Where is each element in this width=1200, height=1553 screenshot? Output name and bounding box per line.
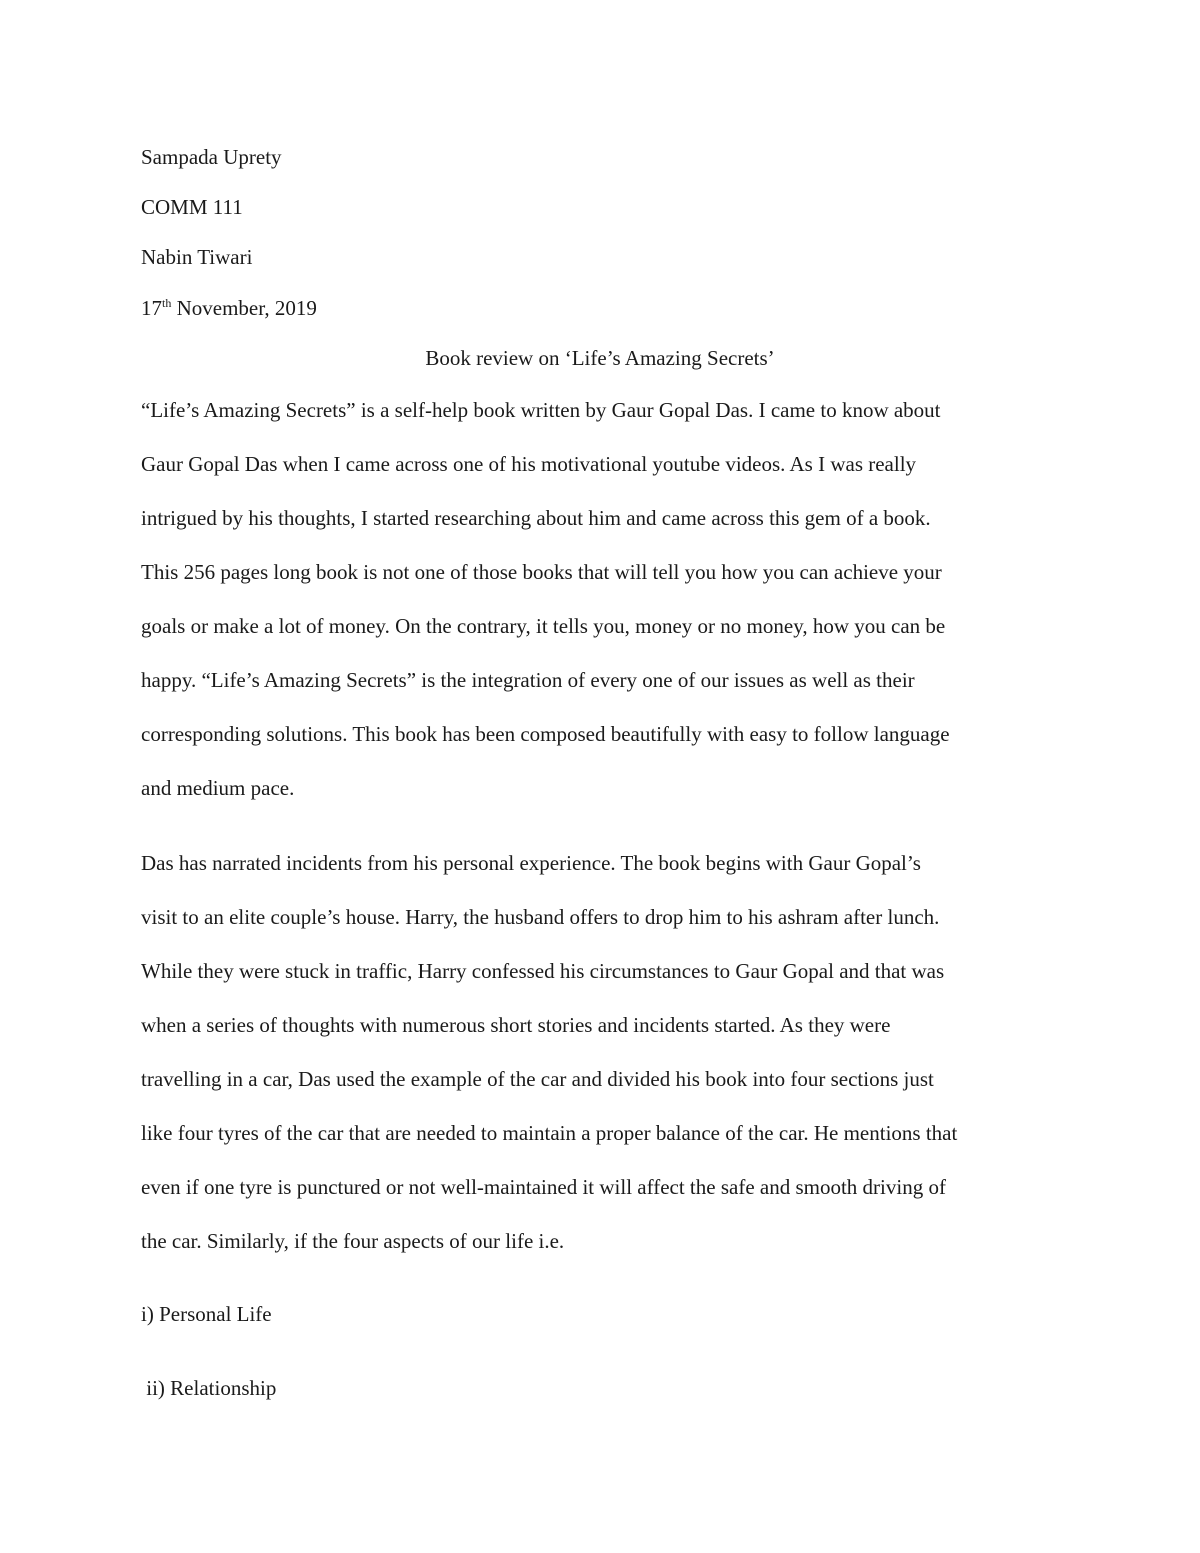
document-title: Book review on ‘Life’s Amazing Secrets’ — [425, 346, 775, 370]
paragraph-line: happy. “Life’s Amazing Secrets” is the integration of every one of our issues as well as their — [141, 668, 915, 692]
paragraph-line: goals or make a lot of money. On the contrary, it tells you, money or no money, how you can be — [141, 614, 946, 638]
course-code: COMM 111 — [141, 195, 243, 219]
list-item-personal-life: i) Personal Life — [141, 1302, 272, 1326]
paragraph-line: and medium pace. — [141, 776, 295, 800]
paragraph-line: While they were stuck in traffic, Harry confessed his circumstances to Gaur Gopal and that was — [141, 959, 945, 983]
submission-date — [141, 296, 317, 320]
paragraph-line: Das has narrated incidents from his personal experience. The book begins with Gaur Gopal’s — [141, 851, 921, 875]
paragraph-line: corresponding solutions. This book has been composed beautifully with easy to follow language — [141, 722, 950, 746]
paragraph-line: travelling in a car, Das used the example of the car and divided his book into four sections just — [141, 1067, 934, 1091]
paragraph-line: visit to an elite couple’s house. Harry, the husband offers to drop him to his ashram after lunch. — [141, 905, 940, 929]
paragraph-line: even if one tyre is punctured or not well-maintained it will affect the safe and smooth driving of — [141, 1175, 946, 1199]
date-day: 17 — [141, 296, 162, 320]
paragraph-line: intrigued by his thoughts, I started researching about him and came across this gem of a book. — [141, 506, 931, 530]
list-item-relationship: ii) Relationship — [141, 1376, 277, 1400]
paragraph-line: when a series of thoughts with numerous short stories and incidents started. As they were — [141, 1013, 891, 1037]
date-month-year: November, 2019 — [171, 296, 317, 320]
date-suffix: th — [162, 296, 172, 310]
paragraph-line: This 256 pages long book is not one of those books that will tell you how you can achieve your — [141, 560, 942, 584]
instructor-name: Nabin Tiwari — [141, 245, 253, 269]
author-name: Sampada Uprety — [141, 145, 282, 169]
paragraph-line: “Life’s Amazing Secrets” is a self-help book written by Gaur Gopal Das. I came to know about — [141, 398, 941, 422]
paragraph-line: Gaur Gopal Das when I came across one of his motivational youtube videos. As I was really — [141, 452, 917, 476]
paragraph-line: like four tyres of the car that are needed to maintain a proper balance of the car. He mentions that — [141, 1121, 958, 1145]
paragraph-line: the car. Similarly, if the four aspects of our life i.e. — [141, 1229, 565, 1253]
